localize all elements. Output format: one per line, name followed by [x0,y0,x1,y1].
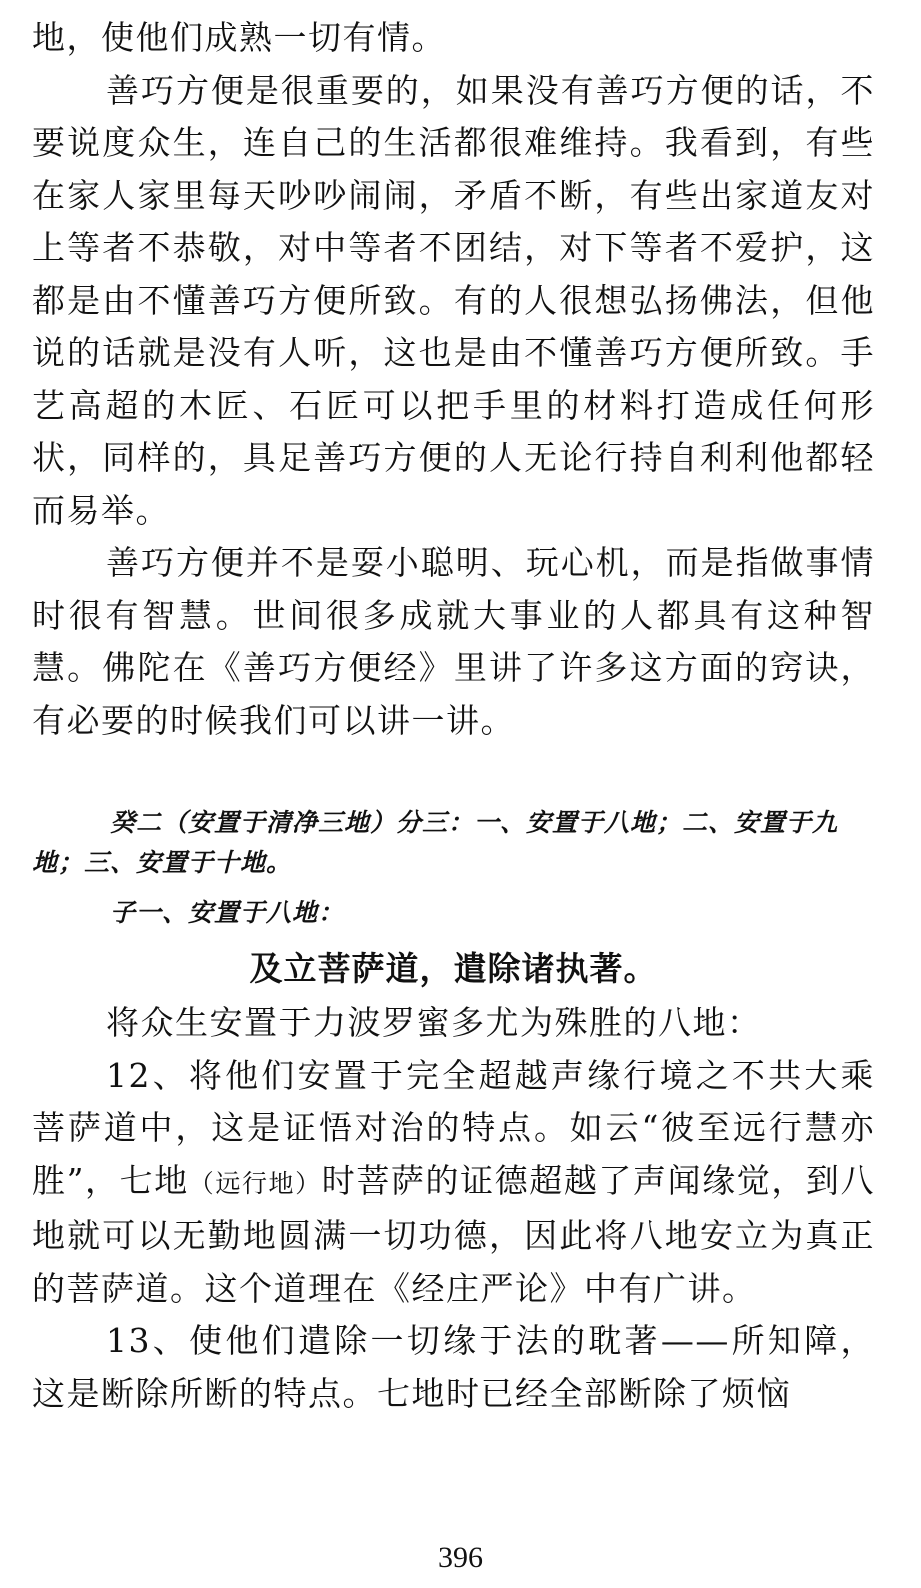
paragraph-12-text-a: 12、将他们安置于完全超越声缘行境之不共大乘菩萨道中，这是证悟对治的特点。如云“彼至远行慧亦胜”，七地 [32,1055,875,1200]
section-spacer [32,747,875,803]
sub-heading: 子一、安置于八地： [110,898,345,927]
root-verse: 及立菩萨道，遣除诸执著。 [249,949,658,988]
paragraph-12-text-b: 时菩萨的证德超越了声闻缘觉，到八地就可以无勤地圆满一切功德，因此将八地安立为真正的菩萨道。这个道理在《经庄严论》中有广讲。 [32,1160,876,1308]
section-heading: 癸二（安置于清净三地）分三：一、安置于八地；二、安置于九地；三、安置于十地。 [32,808,839,877]
paragraph-intro: 将众生安置于力波罗蜜多尤为殊胜的八地： [106,1003,762,1042]
paragraph-wisdom: 善巧方便并不是耍小聪明、玩心机，而是指做事情时很有智慧。世间很多成就大事业的人都具有这种智慧。佛陀在《善巧方便经》里讲了许多这方面的窍诀，有必要的时候我们可以讲一讲。 [32,543,875,740]
paragraph-13: 13、使他们遣除一切缘于法的耽著——所知障，这是断除所断的特点。七地时已经全部断除了烦恼 [32,1321,875,1413]
page-number: 396 [438,1541,483,1574]
paragraph-12 [32,1050,875,1316]
paragraph-12-note: （远行地） [188,1168,322,1198]
paragraph-continuation: 地，使他们成熟一切有情。 [32,18,446,57]
paragraph-skillful-means: 善巧方便是很重要的，如果没有善巧方便的话，不要说度众生，连自己的生活都很难维持。我看到，有些在家人家里每天吵吵闹闹，矛盾不断，有些出家道友对上等者不恭敬，对中等者不团结，对下等者不爱护，这都是由不懂善巧方便所致。有的人很想弘扬佛法，但他说的话就是没有人听，这也是由不懂善巧方便所致。手艺高超的木匠、石匠可以把手里的材料打造成任何形状，同样的，具足善巧方便的人无论行持自利利他都轻而易举。 [32,70,875,530]
